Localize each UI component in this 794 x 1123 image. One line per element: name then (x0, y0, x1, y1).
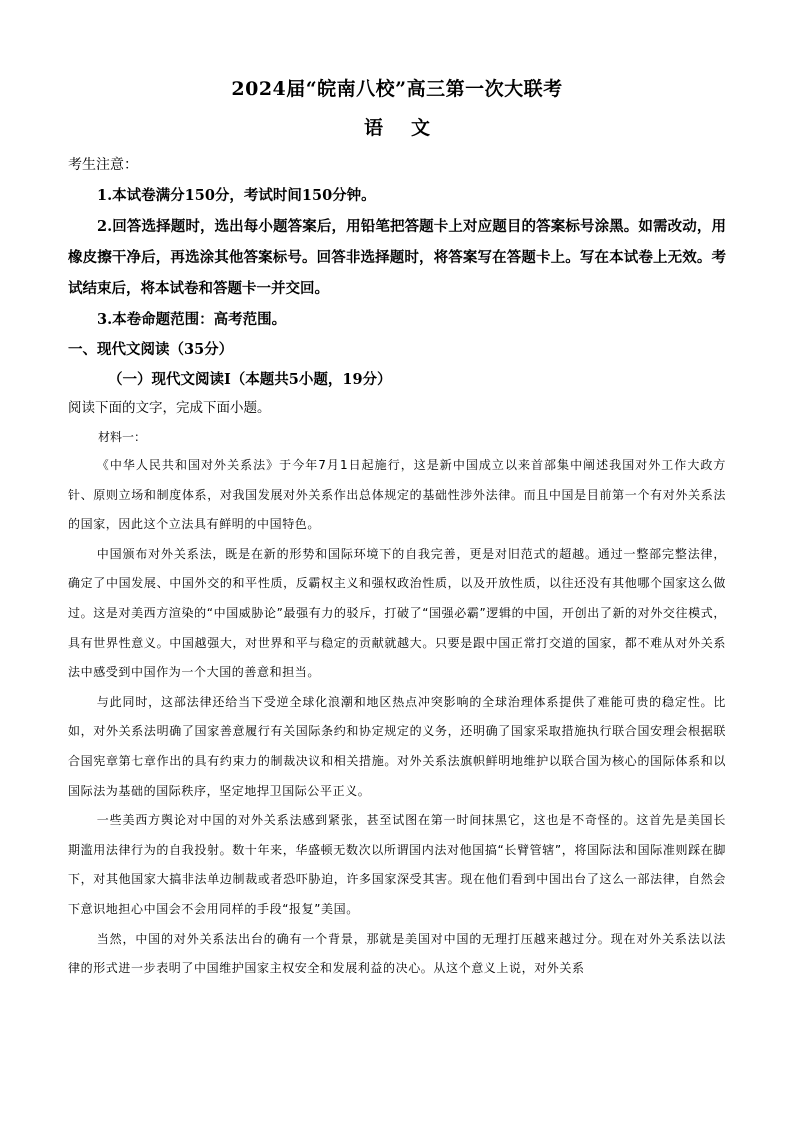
subsection-heading: （一）现代文阅读Ⅰ（本题共5小题，19分） (108, 371, 392, 388)
reading-instruction: 阅读下面的文字，完成下面小题。 (68, 400, 271, 416)
passage-paragraph: 与此同时，这部法律还给当下受逆全球化浪潮和地区热点冲突影响的全球治理体系提供了难能可贵的稳定性。比如，对外关系法明确了国家善意履行有关国际条约和协定规定的义务，还明确了国家采取措施执行联合国安理会根据联合国宪章第七章作出的具有约束力的制裁决议和相关措施。对外关系法旗帜鲜明地维护以联合国为核心的国际体系和以国际法为基础的国际秩序，坚定地捍卫国际公平正义。 (68, 694, 726, 798)
passage-paragraph: 当然，中国的对外关系法出台的确有一个背景，那就是美国对中国的无理打压越来越过分。现在对外关系法以法律的形式进一步表明了中国维护国家主权安全和发展利益的决心。从这个意义上说，对外关系 (68, 931, 726, 976)
notice-item: 3.本卷命题范围：高考范围。 (97, 311, 287, 328)
passage (68, 451, 726, 984)
passage-paragraph: 一些美西方舆论对中国的对外关系法感到紧张，甚至试图在第一时间抹黑它，这也是不奇怪的。这首先是美国长期滥用法律行为的自我投射。数十年来，华盛顿无数次以所谓国内法对他国搞“长臂管辖”，将国际法和国际准则踩在脚下，对其他国家大搞非法单边制裁或者恐吓胁迫，许多国家深受其害。现在他们看到中国出台了这么一部法律，自然会下意识地担心中国会不会用同样的手段“报复”美国。 (68, 813, 726, 916)
passage-paragraph: 中国颁布对外关系法，既是在新的形势和国际环境下的自我完善，更是对旧范式的超越。通过一整部完整法律，确定了中国发展、中国外交的和平性质，反霸权主义和强权政治性质，以及开放性质，以往还没有其他哪个国家这么做过。这是对美西方渲染的“中国威胁论”最强有力的驳斥，打破了“国强必霸”逻辑的中国，开创出了新的对外交往模式，具有世界性意义。中国越强大，对世界和平与稳定的贡献就越大。只要是跟中国正常打交道的国家，都不难从对外关系法中感受到中国作为一个大国的善意和担当。 (68, 546, 726, 680)
subject-title: 语文 (363, 117, 458, 139)
material-label: 材料一： (98, 430, 147, 444)
passage-paragraph: 《中华人民共和国对外关系法》于今年7月1日起施行，这是新中国成立以来首部集中阐述我国对外工作大政方针、原则立场和制度体系，对我国发展对外关系作出总体规定的基础性涉外法律。而且中国是目前第一个有对外关系法的国家，因此这个立法具有鲜明的中国特色。 (68, 458, 726, 532)
notice-item: 1.本试卷满分150分，考试时间150分钟。 (97, 187, 376, 204)
notice-item: 2.回答选择题时，选出每小题答案后，用铅笔把答题卡上对应题目的答案标号涂黑。如需改动，用橡皮擦干净后，再选涂其他答案标号。回答非选择题时，将答案写在答题卡上。写在本试卷上无效。考试结束后，将本试卷和答题卡一并交回。 (68, 218, 726, 297)
exam-title: 2024届“皖南八校”高三第一次大联考 (231, 78, 563, 100)
notice-heading: 考生注意： (68, 157, 138, 173)
section-heading: 一、现代文阅读（35分） (68, 341, 234, 358)
notice-list (68, 180, 726, 335)
